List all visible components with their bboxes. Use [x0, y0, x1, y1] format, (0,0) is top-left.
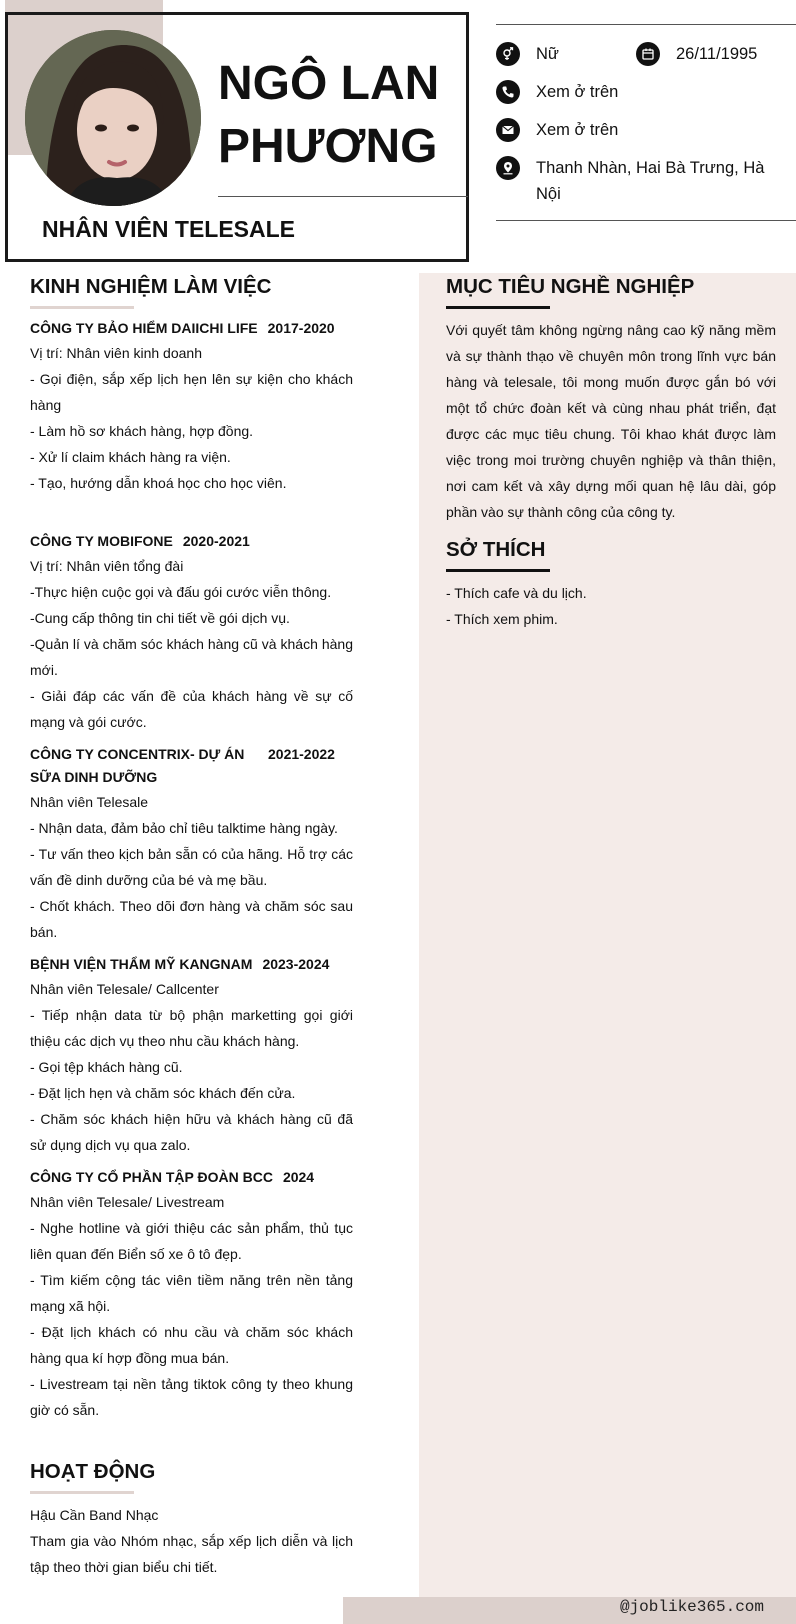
job-duty: - Livestream tại nền tảng tiktok công ty theo khung giờ có sẵn. [30, 1376, 353, 1418]
job-duty: -Cung cấp thông tin chi tiết về gói dịch vụ. [30, 610, 290, 626]
job-role: Nhân viên Telesale/ Livestream [30, 1194, 225, 1210]
left-column [30, 272, 353, 1580]
contact-birthdate [636, 41, 757, 67]
address-value: Thanh Nhàn, Hai Bà Trưng, Hà Nội [536, 159, 765, 203]
job-duty: - Nhận data, đảm bảo chỉ tiêu talktime hàng ngày. [30, 820, 338, 836]
avatar-photo [25, 30, 201, 206]
job-duty: - Tạo, hướng dẫn khoá học cho học viên. [30, 475, 287, 491]
avatar [25, 30, 201, 206]
contact-phone [496, 79, 618, 105]
contact-gender [496, 41, 559, 67]
job-header [30, 317, 353, 340]
location-pin-icon [496, 156, 520, 180]
job-duty: - Tư vấn theo kịch bản sẵn có của hãng. Hỗ trợ các vấn đề dinh dưỡng của bé và mẹ bầu. [30, 846, 353, 888]
job-years: 2021-2022 [268, 746, 335, 762]
mail-icon [496, 118, 520, 142]
job-duty: - Tiếp nhận data từ bộ phận marketting gọi giới thiệu các dịch vụ theo nhu cầu khách hàng. [30, 1007, 353, 1049]
contact-address [496, 155, 766, 207]
contact-block [496, 24, 796, 221]
job-role: Nhân viên Telesale/ Callcenter [30, 981, 219, 997]
job-title: NHÂN VIÊN TELESALE [42, 216, 296, 242]
activities-title: HOẠT ĐỘNG [30, 1460, 156, 1483]
right-column [446, 272, 776, 632]
hobby-item: - Thích cafe và du lịch. [446, 585, 587, 601]
calendar-icon [636, 42, 660, 66]
job-duty: - Gọi tệp khách hàng cũ. [30, 1059, 183, 1075]
job-duty: - Chăm sóc khách hiện hữu và khách hàng cũ đã sử dụng dịch vụ qua zalo. [30, 1111, 353, 1153]
phone-icon [496, 80, 520, 104]
job-duty: -Quản lí và chăm sóc khách hàng cũ và khách hàng mới. [30, 636, 353, 678]
activities-section [30, 1457, 353, 1580]
job-duty: - Đặt lịch hẹn và chăm sóc khách đến cửa. [30, 1085, 296, 1101]
name-divider [218, 196, 468, 197]
job-duty: - Nghe hotline và giới thiệu các sản phẩm, thủ tục liên quan đến Biển số xe ô tô đẹp. [30, 1220, 353, 1262]
gender-value: Nữ [536, 45, 559, 63]
job-item [30, 953, 353, 1158]
job-duty: - Chốt khách. Theo dõi đơn hàng và chăm sóc sau bán. [30, 898, 353, 940]
job-item [30, 743, 353, 945]
job-role: Vị trí: Nhân viên tổng đài [30, 558, 184, 574]
objective-text: Với quyết tâm không ngừng nâng cao kỹ năng mềm và sự thành thạo về chuyên môn trong lĩnh vực bán hàng và telesale, tôi mong muốn được gắn bó với một tổ chức đoàn kết và cùng nhau phát triển, đạt được các mục tiêu chung. Tôi khao khát được làm việc trong moi trường chuyên nghiệp và thân thiện, nơi cam kết và xây dựng mối quan hệ lâu dài, góp phần vào sự thành công của công ty. [446, 322, 776, 520]
footer-watermark: @joblike365.com [619, 1598, 764, 1616]
gender-icon [496, 42, 520, 66]
job-company: BỆNH VIỆN THẨM MỸ KANGNAM [30, 956, 253, 972]
job-company: CÔNG TY MOBIFONE [30, 533, 173, 549]
job-years: 2017-2020 [267, 320, 335, 336]
objective-title: MỤC TIÊU NGHỀ NGHIỆP [446, 275, 695, 298]
full-name: NGÔ LAN PHƯƠNG [218, 57, 440, 173]
birthdate-value: 26/11/1995 [676, 45, 758, 63]
job-duty: - Làm hồ sơ khách hàng, hợp đồng. [30, 423, 254, 439]
job-company: CÔNG TY BẢO HIỂM DAIICHI LIFE [30, 320, 258, 336]
job-duty: - Gọi điện, sắp xếp lịch hẹn lên sự kiện cho khách hàng [30, 371, 353, 413]
job-company: CÔNG TY CỔ PHẦN TẬP ĐOÀN BCC [30, 1169, 273, 1185]
job-years: 2023-2024 [262, 956, 330, 972]
hobby-item: - Thích xem phim. [446, 611, 558, 627]
job-header [30, 530, 353, 553]
activity-name: Hậu Cần Band Nhạc [30, 1507, 159, 1523]
email-value: Xem ở trên [536, 121, 619, 139]
activity-desc: Tham gia vào Nhóm nhạc, sắp xếp lịch diễn và lịch tập theo thời gian biểu chi tiết. [30, 1533, 353, 1575]
job-duty: - Đặt lịch khách có nhu cầu và chăm sóc khách hàng qua kí hợp đồng mua bán. [30, 1324, 353, 1366]
job-item [30, 1166, 353, 1423]
hobbies-section [446, 535, 776, 632]
job-header [30, 953, 353, 976]
job-duty: - Xử lí claim khách hàng ra viện. [30, 449, 231, 465]
job-duty: - Tìm kiếm cộng tác viên tiềm năng trên nền tảng mạng xã hội. [30, 1272, 353, 1314]
experience-underline [30, 306, 134, 309]
job-years: 2020-2021 [182, 533, 250, 549]
job-role: Nhân viên Telesale [30, 794, 149, 810]
phone-value: Xem ở trên [536, 83, 619, 101]
hobbies-title: SỞ THÍCH [446, 538, 546, 561]
experience-title: KINH NGHIỆM LÀM VIỆC [30, 275, 272, 298]
job-duty: -Thực hiện cuộc gọi và đấu gói cước viễn thông. [30, 584, 332, 600]
job-years: 2024 [282, 1169, 315, 1185]
contact-email [496, 117, 618, 143]
job-header [30, 743, 353, 789]
objective-underline [446, 306, 550, 309]
hobbies-underline [446, 569, 550, 572]
job-item [30, 530, 353, 735]
job-duty: - Giải đáp các vấn đề của khách hàng về sự cố mạng và gói cước. [30, 688, 353, 730]
job-role: Vị trí: Nhân viên kinh doanh [30, 345, 202, 361]
job-company: CÔNG TY CONCENTRIX- DỰ ÁN SỮA DINH DƯỠNG [30, 746, 245, 785]
job-item [30, 317, 353, 496]
job-header [30, 1166, 353, 1189]
activities-underline [30, 1491, 134, 1494]
